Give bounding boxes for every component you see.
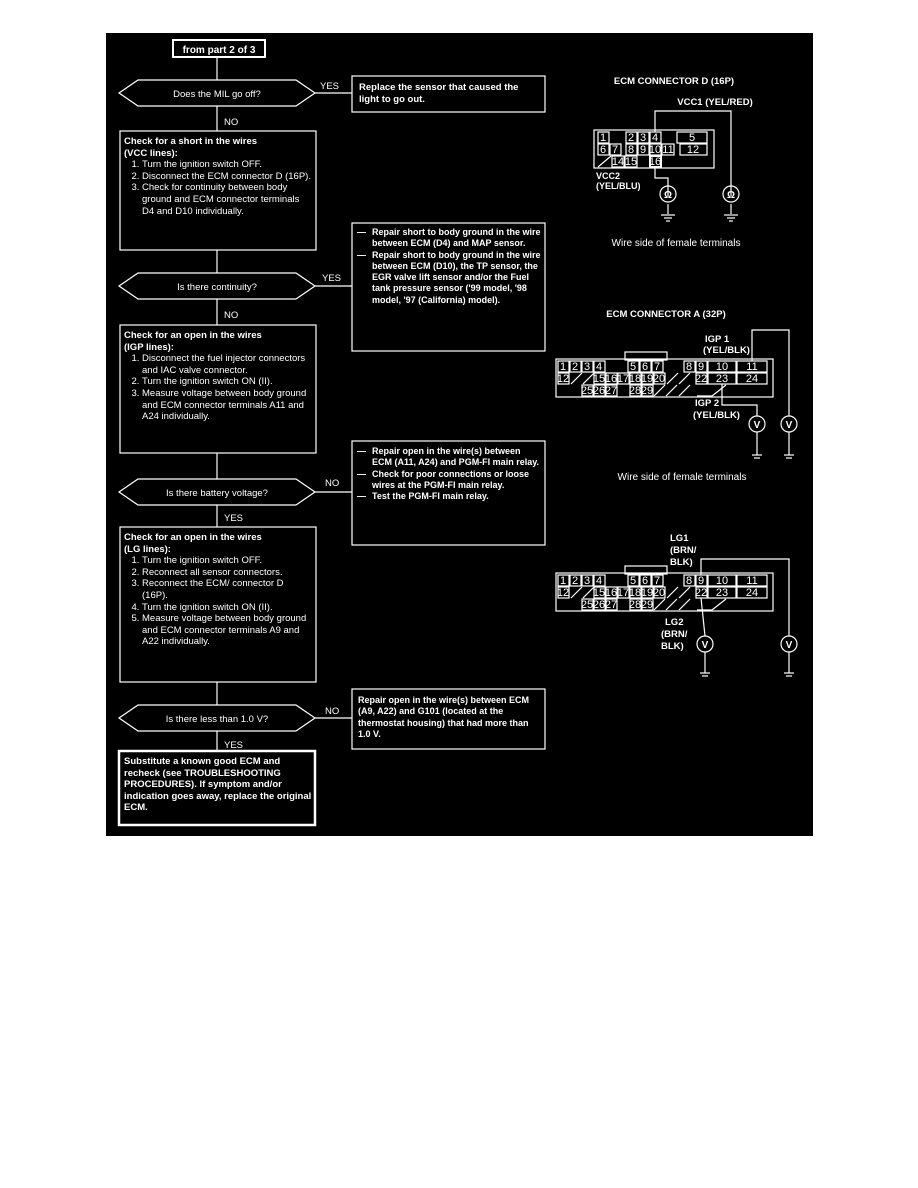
pin-a9: 9 [697, 361, 705, 373]
pin-d14: 14 [611, 156, 625, 168]
pin-a18: 18 [628, 373, 642, 385]
no-label-3: NO [325, 478, 340, 489]
igp2-label-2: (YEL/BLK) [693, 410, 740, 421]
pin-a3: 3 [583, 361, 591, 373]
pin-a27: 27 [604, 599, 618, 611]
pin-a28: 28 [628, 599, 642, 611]
pin-a23: 23 [715, 373, 729, 385]
pin-a28: 28 [628, 385, 642, 397]
pin-d11: 11 [662, 144, 674, 156]
pin-d8: 8 [627, 144, 635, 156]
pin-d1: 1 [599, 132, 607, 144]
pin-a26: 26 [592, 599, 606, 611]
lg1-label-3: BLK) [670, 557, 693, 568]
outcome-lg-open: Repair open in the wire(s) between ECM (A9, A22) and G101 (located at the thermostat housing) that had more than 1.0 V. [358, 695, 530, 739]
pin-a18: 18 [628, 587, 642, 599]
outcome-no-voltage-item: — Repair open in the wire(s) between ECM (A11, A24) and PGM-FI main relay. [372, 446, 542, 469]
lg2-label-1: LG2 [665, 617, 684, 628]
pin-a16: 16 [604, 587, 618, 599]
pin-a25: 25 [580, 599, 594, 611]
pin-a8: 8 [685, 575, 693, 587]
no-label-2: NO [224, 310, 239, 321]
connector-a-igp-diagram [556, 309, 797, 483]
connector-a-lg-diagram [556, 533, 797, 676]
outcome-mil-off: Replace the sensor that caused the light to go out. [359, 82, 519, 105]
start-label: from part 2 of 3 [182, 45, 256, 56]
pin-a27: 27 [604, 385, 618, 397]
pin-a19: 19 [640, 587, 654, 599]
step-1-item: 1. Turn the ignition switch OFF. [142, 159, 312, 171]
lg1-label-2: (BRN/ [670, 545, 697, 556]
pin-a2: 2 [571, 361, 579, 373]
yes-label-3: YES [224, 513, 244, 524]
question-1: Does the MIL go off? [173, 89, 261, 100]
connector-a-title: ECM CONNECTOR A (32P) [606, 309, 726, 320]
pin-d10: 10 [648, 144, 662, 156]
step-1-text [124, 136, 312, 217]
yes-label-4: YES [224, 740, 244, 751]
pin-d5: 5 [688, 132, 696, 144]
outcome-continuity-item: — Repair short to body ground in the wire between ECM (D4) and MAP sensor. [372, 227, 542, 250]
connector-d-wire-left-1: VCC2 [596, 171, 621, 181]
diagram-panel [106, 33, 813, 836]
pin-a22: 22 [694, 587, 708, 599]
step-2-text [124, 330, 312, 423]
pin-a10: 10 [715, 361, 729, 373]
outcome-continuity-item: — Repair short to body ground in the wire between ECM (D10), the TP sensor, the EGR valve lift sensor and/or the Fuel tank pressure sensor ('99 model, '98 model, '97 (California) model). [372, 250, 542, 306]
igp2-label-1: IGP 2 [695, 398, 720, 409]
pin-d2: 2 [627, 132, 635, 144]
pin-d12: 12 [686, 144, 700, 156]
step-3-item: 3. Reconnect the ECM/ connector D (16P). [142, 578, 312, 601]
connector-a-caption: Wire side of female terminals [617, 472, 747, 483]
pin-a15: 15 [592, 373, 606, 385]
connector-d-wire-left-2: (YEL/BLU) [596, 181, 641, 191]
step-3-item: 5. Measure voltage between body ground and ECM connector terminals A9 and A22 individually. [142, 613, 312, 648]
pin-a24: 24 [745, 373, 759, 385]
connector-d-title: ECM CONNECTOR D (16P) [613, 76, 735, 87]
voltmeter-icon: V [785, 640, 793, 651]
pin-d3: 3 [639, 132, 647, 144]
outcome-no-voltage [356, 446, 542, 502]
yes-label-1: YES [320, 81, 340, 92]
pin-a8: 8 [685, 361, 693, 373]
pin-d15: 15 [624, 156, 638, 168]
pin-a23: 23 [715, 587, 729, 599]
ohmmeter-icon: Ω [726, 190, 736, 201]
question-4: Is there less than 1.0 V? [165, 714, 269, 725]
lg2-label-3: BLK) [661, 641, 684, 652]
pin-a17: 17 [616, 587, 630, 599]
pin-a11: 11 [746, 575, 758, 587]
final-recommendation: Substitute a known good ECM and recheck (see TROUBLESHOOTING PROCEDURES). If symptom and/or indication goes away, replace the original ECM. [124, 756, 312, 814]
pin-a1: 1 [559, 575, 567, 587]
pin-a6: 6 [641, 361, 649, 373]
pin-a25: 25 [580, 385, 594, 397]
pin-a26: 26 [592, 385, 606, 397]
pin-a15: 15 [592, 587, 606, 599]
pin-a16: 16 [604, 373, 618, 385]
pin-a7: 7 [653, 575, 661, 587]
igp1-label-2: (YEL/BLK) [703, 345, 750, 356]
igp1-label-1: IGP 1 [705, 334, 730, 345]
pin-a9: 9 [697, 575, 705, 587]
pin-a20: 20 [652, 373, 666, 385]
pin-a19: 19 [640, 373, 654, 385]
pin-a12: 12 [556, 587, 570, 599]
ohmmeter-icon: Ω [663, 190, 673, 201]
question-3: Is there battery voltage? [166, 488, 268, 499]
pin-a4: 4 [595, 361, 603, 373]
outcome-no-voltage-item: — Test the PGM-FI main relay. [372, 491, 542, 502]
step-2-item: 1. Disconnect the fuel injector connectors and IAC valve connector. [142, 353, 312, 376]
step-1-item: 3. Check for continuity between body ground and ECM connector terminals D4 and D10 individually. [142, 182, 312, 217]
pin-a1: 1 [559, 361, 567, 373]
step-3-item: 2. Reconnect all sensor connectors. [142, 567, 312, 579]
step-2-item: 3. Measure voltage between body ground and ECM connector terminals A11 and A24 individually. [142, 388, 312, 423]
outcome-continuity [356, 227, 542, 306]
pin-a11: 11 [746, 361, 758, 373]
pin-a22: 22 [694, 373, 708, 385]
step-2-heading: Check for an open in the wires (IGP lines): [124, 330, 262, 353]
pin-d7: 7 [611, 144, 619, 156]
no-label-1: NO [224, 117, 239, 128]
voltmeter-icon: V [753, 420, 761, 431]
no-label-4: NO [325, 706, 340, 717]
lg1-label-1: LG1 [670, 533, 689, 544]
step-3-item: 1. Turn the ignition switch OFF. [142, 555, 312, 567]
voltmeter-icon: V [785, 420, 793, 431]
pin-d4: 4 [651, 132, 659, 144]
outcome-no-voltage-item: — Check for poor connections or loose wires at the PGM-FI main relay. [372, 469, 542, 492]
pin-a20: 20 [652, 587, 666, 599]
lg2-label-2: (BRN/ [661, 629, 688, 640]
connector-d-diagram [594, 76, 753, 249]
yes-label-2: YES [322, 273, 342, 284]
connector-d-wire-top: VCC1 (YEL/RED) [677, 97, 753, 108]
pin-d9: 9 [639, 144, 647, 156]
pin-d16: 16 [648, 156, 662, 168]
step-3-item: 4. Turn the ignition switch ON (II). [142, 602, 312, 614]
pin-a5: 5 [629, 575, 637, 587]
pin-a3: 3 [583, 575, 591, 587]
pin-d6: 6 [599, 144, 607, 156]
pin-a29: 29 [640, 385, 654, 397]
step-2-item: 2. Turn the ignition switch ON (II). [142, 376, 312, 388]
step-1-item: 2. Disconnect the ECM connector D (16P). [142, 171, 312, 183]
pin-a6: 6 [641, 575, 649, 587]
pin-a5: 5 [629, 361, 637, 373]
question-2: Is there continuity? [177, 282, 257, 293]
connector-d-caption: Wire side of female terminals [611, 238, 741, 249]
pin-a10: 10 [715, 575, 729, 587]
step-3-text [124, 532, 312, 648]
voltmeter-icon: V [701, 640, 709, 651]
pin-a4: 4 [595, 575, 603, 587]
pin-a24: 24 [745, 587, 759, 599]
step-1-heading: Check for a short in the wires (VCC lines): [124, 136, 258, 159]
pin-a7: 7 [653, 361, 661, 373]
pin-a29: 29 [640, 599, 654, 611]
pin-a2: 2 [571, 575, 579, 587]
pin-a17: 17 [616, 373, 630, 385]
pin-a12: 12 [556, 373, 570, 385]
step-3-heading: Check for an open in the wires (LG lines): [124, 532, 262, 555]
